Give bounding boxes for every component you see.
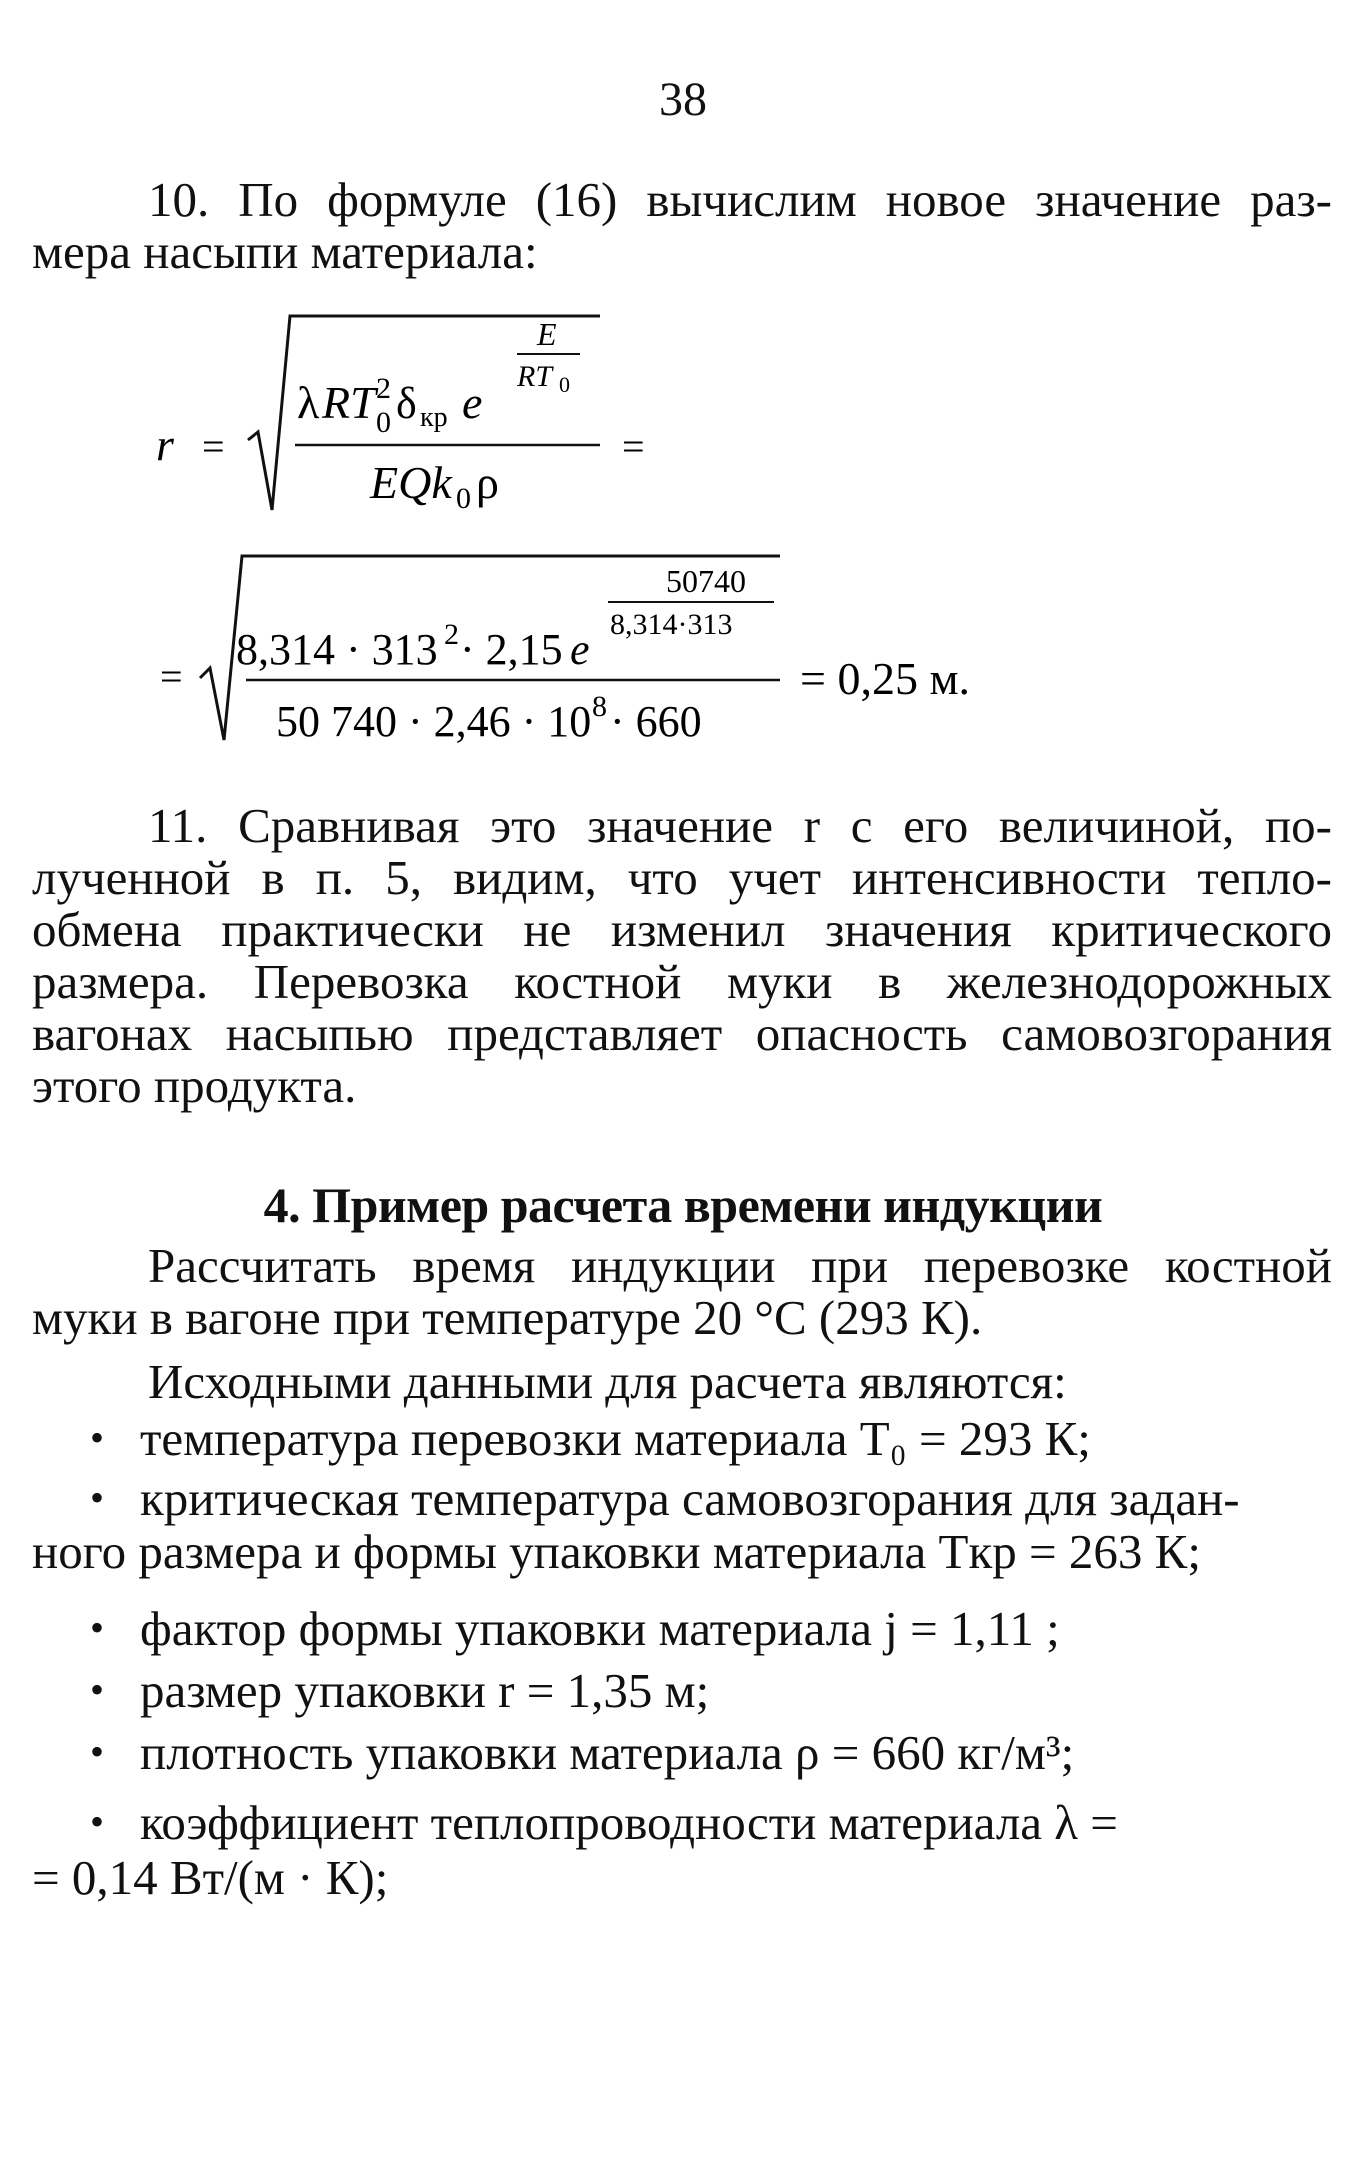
num-lambda: λ [297, 377, 320, 428]
num-sub: 0 [376, 406, 391, 439]
formula2-result: = 0,25 м. [800, 653, 971, 704]
bullet-marker: • [89, 1667, 104, 1712]
bullet-text: размер упаковки r = 1,35 м; [140, 1663, 710, 1718]
bullet-item-temperature [32, 1412, 1332, 1465]
exp-den-sub: 0 [559, 372, 570, 397]
bullet-text: ного размера и формы упаковки материала Tкр = 263 К; [32, 1524, 1201, 1579]
section-heading: 4. Пример расчета времени индукции [263, 1177, 1103, 1233]
den-EQk: EQk [370, 457, 452, 508]
formula-trailing-eq: = [622, 424, 645, 469]
formula-r-numeric [140, 540, 1040, 775]
bullet-text: коэффициент теплопроводности материала λ = [140, 1795, 1118, 1850]
task-line-2: муки в вагоне при температуре 20 °С (293 К). [32, 1290, 983, 1345]
den-rho: ρ [476, 457, 499, 508]
bullet-text: фактор формы упаковки материала j = 1,11 ; [140, 1601, 1060, 1656]
bullet-item-conductivity-cont [32, 1852, 1332, 1904]
bullet-text: плотность упаковки материала ρ = 660 кг/м³; [140, 1725, 1075, 1780]
num2-a: 8,314 · 313 [236, 625, 438, 674]
bullet-item-critical-temperature-cont [32, 1526, 1332, 1578]
num2-sup: 2 [444, 618, 459, 651]
bullet-marker: • [89, 1415, 104, 1460]
num2-e: e [570, 625, 590, 674]
paragraph-11-line-4: размера. Перевозка костной муки в железнодорожных [32, 954, 1332, 1009]
num-e: e [462, 377, 483, 428]
paragraph-11-line-5: вагонах насыпью представляет опасность самовозгорания [32, 1006, 1332, 1061]
paragraph-11-line-2: лученной в п. 5, видим, что учет интенсивности тепло- [32, 850, 1332, 905]
exp2-den: 8,314·313 [610, 608, 733, 641]
exp-den: RT [517, 360, 553, 393]
source-intro-line: Исходными данными для расчета являются: [148, 1354, 1067, 1409]
source-data-intro [32, 1356, 1332, 1408]
den-sub: 0 [456, 482, 471, 515]
bullet-item-shape-factor [32, 1602, 1332, 1655]
bullet-marker: • [89, 1475, 104, 1520]
formula-lhs: r [156, 419, 174, 470]
bullet-text: температура перевозки материала T₀ = 293 К; [140, 1411, 1091, 1466]
bullet-item-critical-temperature [32, 1472, 1332, 1525]
den2-a: 50 740 · 2,46 · 10 [276, 697, 592, 746]
exp-num: E [537, 316, 557, 352]
task-statement [32, 1240, 1332, 1344]
bullet-item-density [32, 1726, 1332, 1779]
den2-sup: 8 [592, 690, 607, 723]
paragraph-10-line-1: 10. По формуле (16) вычислим новое значение раз- [148, 172, 1332, 227]
formula2-lead-eq: = [160, 654, 183, 699]
formula-r-symbolic [140, 300, 700, 535]
paragraph-11-line-6: этого продукта. [32, 1058, 357, 1113]
page-number: 38 [659, 73, 707, 126]
paragraph-10-line-2: мера насыпи материала: [32, 224, 538, 279]
bullet-marker: • [89, 1605, 104, 1650]
num-delta: δ [396, 379, 417, 428]
bullet-text: = 0,14 Вт/(м · К); [32, 1850, 389, 1905]
paragraph-11-line-3: обмена практически не изменил значения критического [32, 902, 1332, 957]
paragraph-10 [32, 174, 1332, 278]
num-delta-sub: кр [420, 402, 448, 433]
den2-b: · 660 [610, 697, 702, 746]
bullet-item-conductivity [32, 1796, 1332, 1849]
bullet-item-size [32, 1664, 1332, 1717]
paragraph-11 [32, 800, 1332, 1112]
bullet-text: критическая температура самовозгорания для задан- [140, 1471, 1240, 1526]
paragraph-11-line-1: 11. Сравнивая это значение r с его величиной, по- [148, 798, 1332, 853]
bullet-marker: • [89, 1729, 104, 1774]
formula-eq: = [202, 424, 225, 469]
bullet-marker: • [89, 1799, 104, 1844]
task-line-1: Рассчитать время индукции при перевозке костной [148, 1238, 1332, 1293]
num-RT: RT [322, 377, 376, 428]
exp2-num: 50740 [666, 563, 746, 599]
num-sup: 2 [376, 372, 391, 405]
num2-b: · 2,15 [460, 625, 563, 674]
